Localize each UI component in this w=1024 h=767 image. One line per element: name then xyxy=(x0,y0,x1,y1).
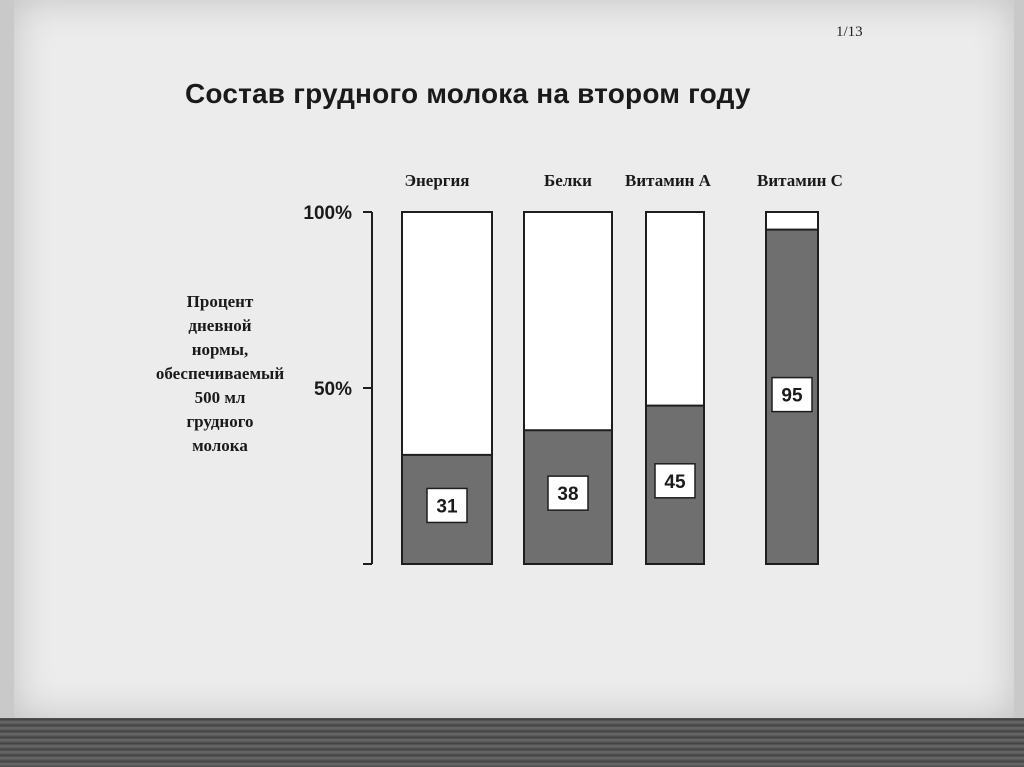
bar-group xyxy=(524,171,612,564)
category-label: Энергия xyxy=(404,171,470,190)
data-label: 38 xyxy=(557,484,579,506)
category-label: Витамин А xyxy=(625,171,711,190)
data-label: 45 xyxy=(664,471,686,493)
data-label: 95 xyxy=(781,385,803,407)
y-tick-label: 100% xyxy=(303,203,352,224)
bar-group xyxy=(625,171,712,564)
page-number: 1/13 xyxy=(836,24,863,40)
bar-group xyxy=(402,171,492,564)
bars xyxy=(402,171,843,564)
chart-title: Состав грудного молока на втором году xyxy=(185,78,751,109)
y-axis-label: Процент дневной нормы, обеспечиваемый 500 мл грудного молока xyxy=(155,292,285,455)
y-axis xyxy=(303,203,372,564)
bar-group xyxy=(757,171,843,564)
data-label: 31 xyxy=(436,496,458,518)
category-label: Витамин С xyxy=(757,171,843,190)
category-label: Белки xyxy=(544,171,592,190)
y-tick-label: 50% xyxy=(313,379,352,400)
